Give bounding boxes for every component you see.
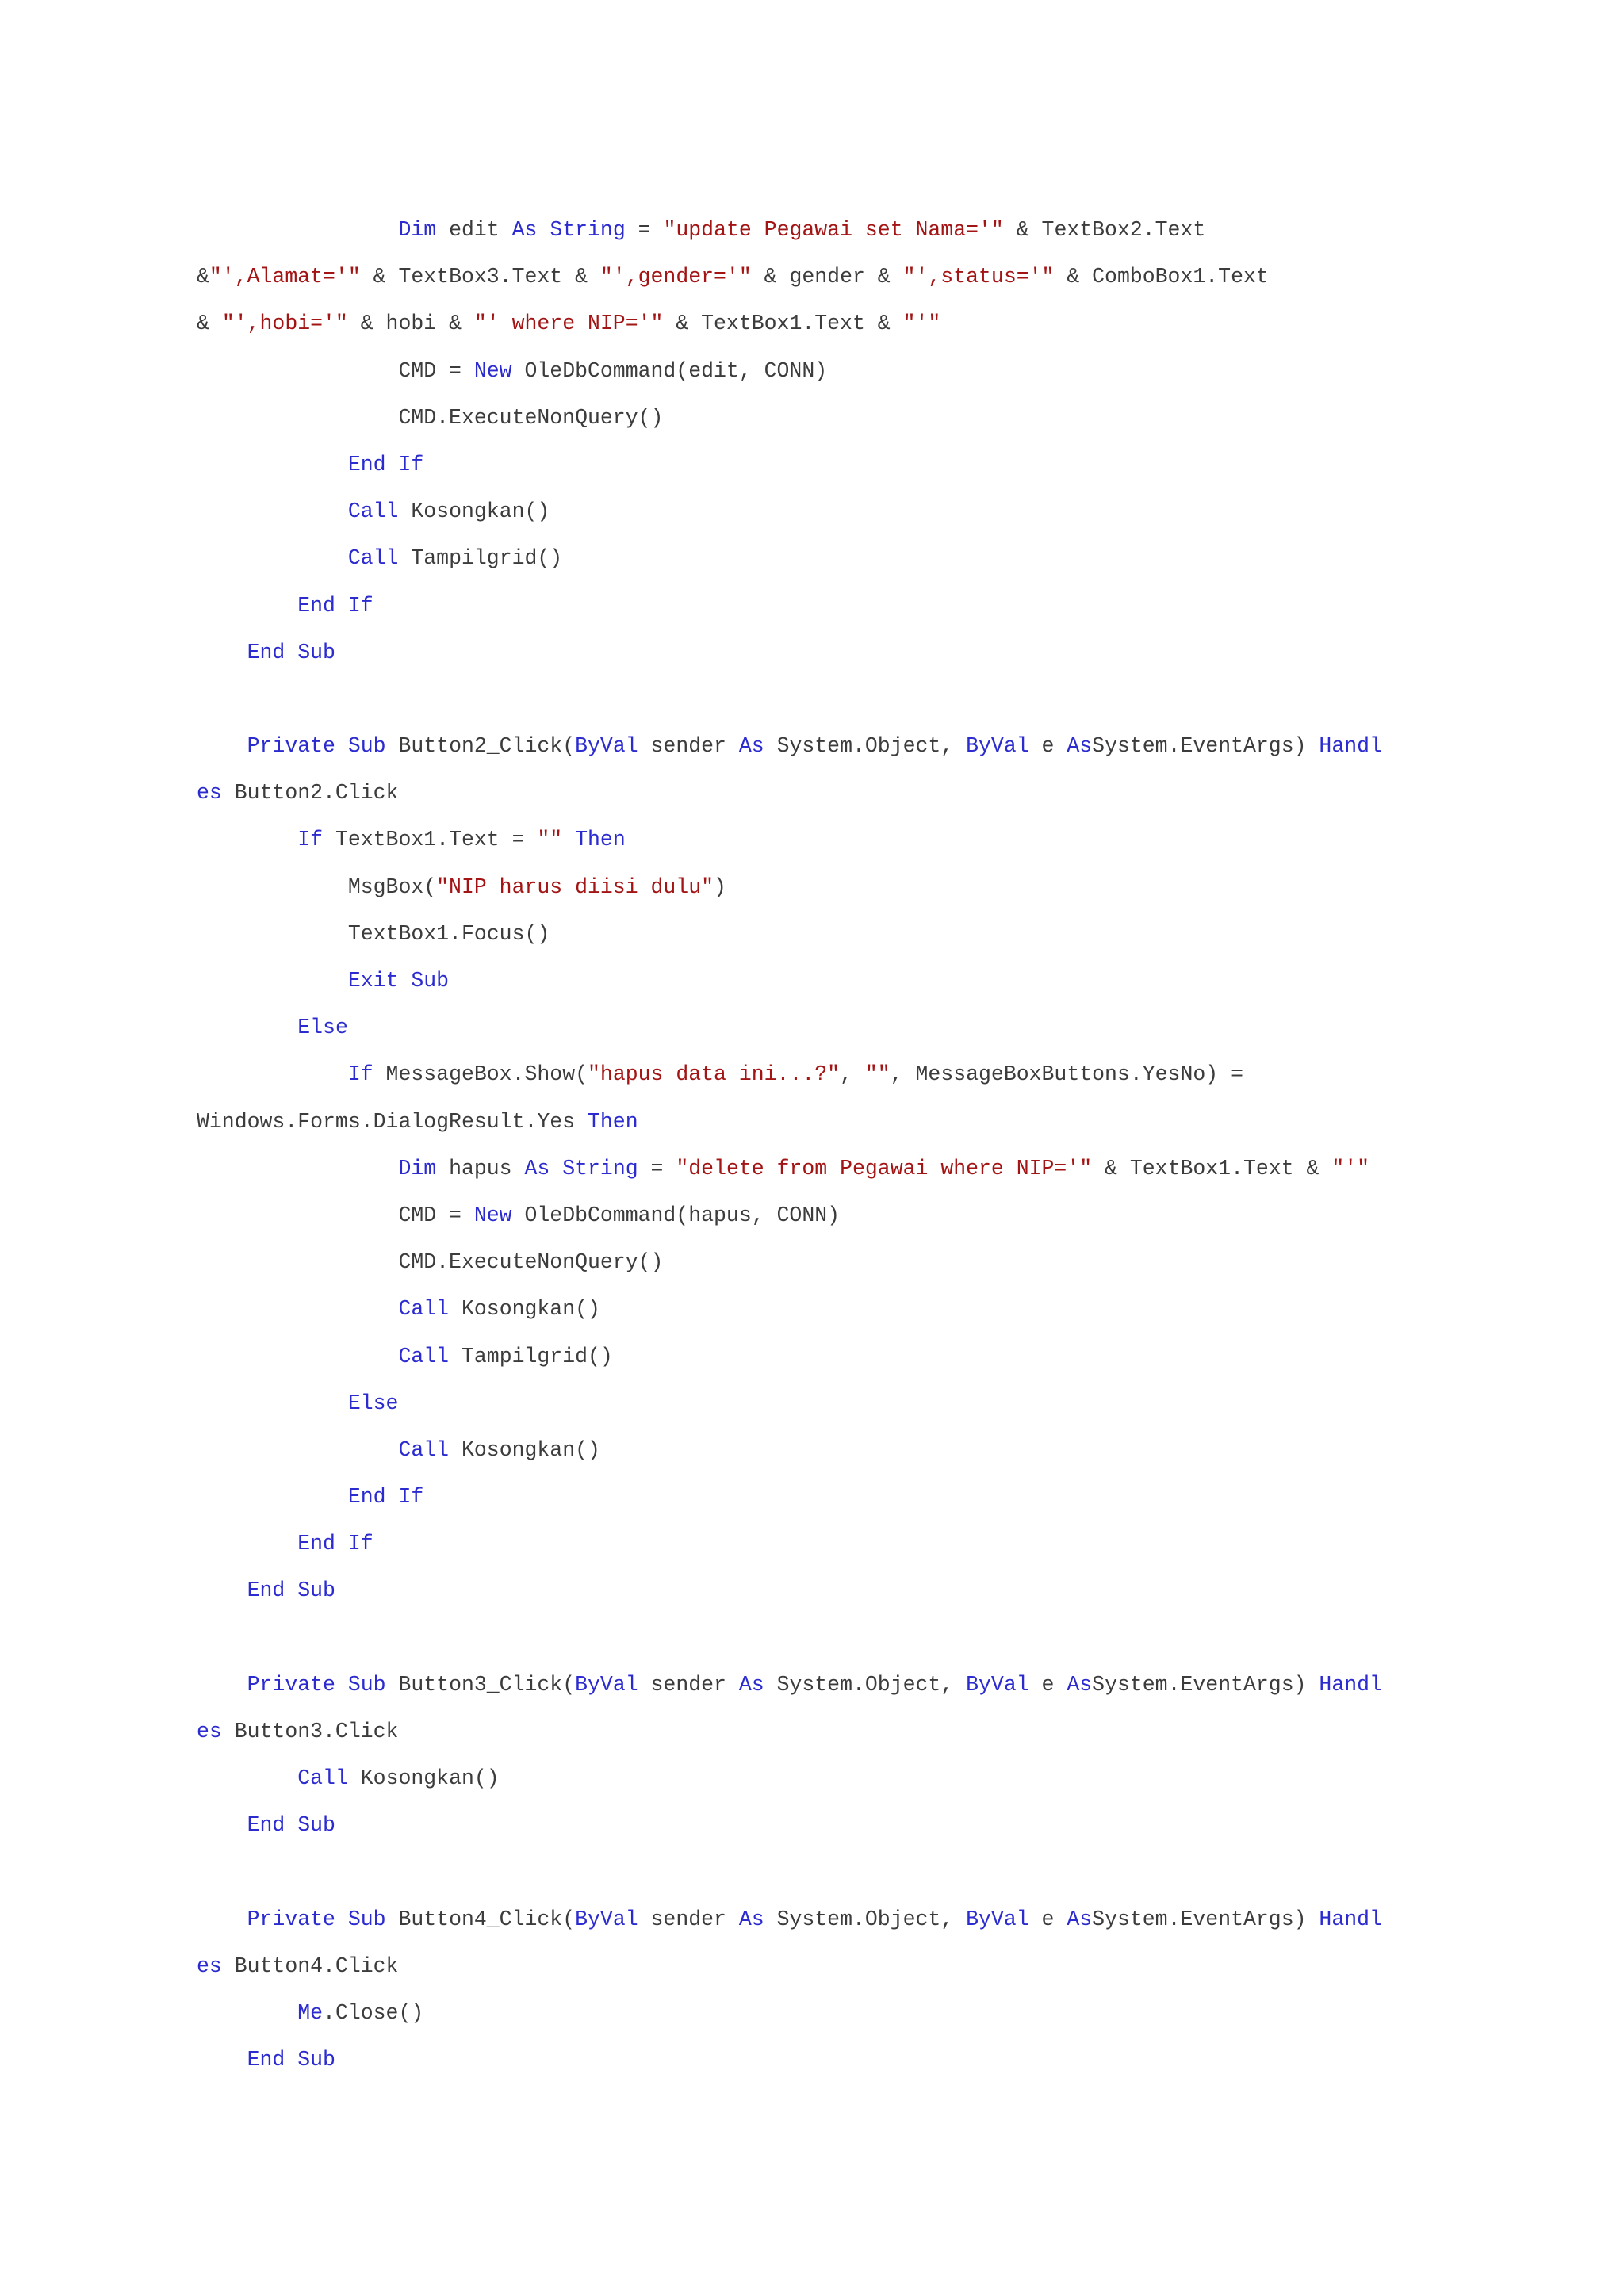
code-token — [197, 1485, 348, 1509]
string-token: "'" — [1331, 1156, 1370, 1181]
code-token: System.EventArgs) — [1092, 734, 1320, 759]
code-token — [197, 1016, 297, 1039]
keyword-token: As — [1067, 1672, 1093, 1697]
code-line — [197, 542, 1434, 589]
code-token: Button3_Click( — [385, 1672, 576, 1697]
code-line — [197, 1904, 1434, 1950]
code-token: System.EventArgs) — [1092, 1907, 1320, 1931]
code-token — [197, 218, 398, 242]
code-token: & TextBox3.Text & — [360, 265, 600, 289]
keyword-token: ByVal — [966, 1672, 1029, 1697]
code-token: e — [1028, 1907, 1067, 1931]
code-line — [197, 1997, 1434, 2044]
keyword-token: As — [738, 734, 764, 759]
blank-line — [197, 1857, 1434, 1904]
keyword-token: Handl — [1319, 734, 1382, 759]
code-line — [197, 824, 1434, 871]
code-token — [197, 734, 247, 758]
keyword-token: Then — [575, 828, 626, 852]
keyword-token: End If — [297, 1532, 373, 1556]
code-listing — [197, 214, 1434, 2091]
code-token: Tampilgrid() — [398, 546, 563, 571]
code-line — [197, 730, 1434, 777]
code-token — [197, 499, 348, 523]
keyword-token: ByVal — [575, 1907, 638, 1931]
code-token: ) — [714, 874, 726, 899]
code-token: System.Object, — [764, 1907, 967, 1931]
code-line — [197, 1387, 1434, 1434]
code-token: TextBox1.Text = — [323, 828, 538, 852]
keyword-token: Call — [297, 1766, 348, 1791]
code-line — [197, 1809, 1434, 1856]
keyword-token: Call — [398, 1437, 450, 1462]
code-token — [197, 1532, 297, 1556]
code-token: sender — [638, 734, 739, 759]
keyword-token: Private Sub — [247, 734, 386, 759]
string-token: "delete from Pegawai where NIP='" — [676, 1156, 1093, 1181]
keyword-token: As — [1067, 1907, 1093, 1931]
code-token: & — [197, 265, 209, 289]
code-token — [197, 594, 297, 618]
code-token: CMD = — [197, 1203, 474, 1227]
keyword-token: Private Sub — [247, 1672, 386, 1697]
code-line — [197, 871, 1434, 918]
code-token: OleDbCommand(edit, CONN) — [511, 358, 828, 383]
code-token: = — [638, 1156, 676, 1181]
keyword-token: As — [738, 1907, 764, 1931]
keyword-token: Call — [398, 1344, 450, 1368]
code-token: CMD.ExecuteNonQuery() — [197, 405, 664, 430]
code-token: , MessageBoxButtons.YesNo) = — [890, 1062, 1243, 1087]
code-token: Button4.Click — [221, 1954, 399, 1978]
code-token: & hobi & — [347, 312, 474, 336]
code-token: OleDbCommand(hapus, CONN) — [511, 1203, 841, 1227]
keyword-token: Dim — [398, 1156, 437, 1181]
keyword-token: Call — [347, 499, 399, 524]
code-token: Button3.Click — [221, 1720, 399, 1743]
code-line — [197, 1058, 1434, 1105]
code-token: MessageBox.Show( — [373, 1062, 588, 1087]
code-line — [197, 1481, 1434, 1528]
keyword-token: If — [347, 1062, 373, 1087]
code-token: Kosongkan() — [347, 1766, 500, 1791]
code-line — [197, 1246, 1434, 1293]
code-token — [197, 1766, 297, 1790]
string-token: "hapus data ini...?" — [588, 1062, 841, 1087]
code-token — [197, 969, 348, 993]
keyword-token: Else — [297, 1016, 348, 1040]
keyword-token: ByVal — [966, 734, 1029, 759]
keyword-token: New — [473, 1203, 512, 1227]
code-token: , — [840, 1062, 865, 1087]
code-token — [197, 1908, 247, 1931]
keyword-token: Call — [347, 546, 399, 571]
string-token: "NIP harus diisi dulu" — [436, 874, 714, 899]
keyword-token: ByVal — [575, 734, 638, 759]
code-line — [197, 637, 1434, 683]
code-line — [197, 1200, 1434, 1246]
code-token: & TextBox1.Text & — [1092, 1156, 1332, 1181]
code-token: = — [625, 218, 664, 242]
code-line — [197, 1293, 1434, 1340]
keyword-token: End Sub — [247, 1578, 335, 1603]
code-line — [197, 449, 1434, 496]
code-token: sender — [638, 1907, 739, 1931]
code-token: .Close() — [323, 2001, 424, 2026]
string-token: "' where NIP='" — [473, 312, 664, 336]
keyword-token: End If — [347, 1485, 424, 1510]
keyword-token: End Sub — [247, 1813, 335, 1838]
code-token — [197, 828, 297, 851]
keyword-token: New — [473, 358, 512, 383]
code-line — [197, 402, 1434, 449]
code-token: & TextBox1.Text & — [663, 312, 903, 336]
keyword-token: Dim — [398, 218, 437, 242]
code-token: System.Object, — [764, 734, 967, 759]
code-token: Tampilgrid() — [449, 1344, 613, 1368]
code-line — [197, 1434, 1434, 1481]
blank-line — [197, 1622, 1434, 1669]
code-line — [197, 918, 1434, 965]
code-line — [197, 965, 1434, 1012]
code-line — [197, 1762, 1434, 1809]
keyword-token: As — [1067, 734, 1093, 759]
code-token: Button4_Click( — [385, 1907, 576, 1931]
keyword-token: Private Sub — [247, 1907, 386, 1931]
code-token: CMD.ExecuteNonQuery() — [197, 1250, 664, 1275]
code-line — [197, 1341, 1434, 1387]
code-token: & gender & — [751, 265, 903, 289]
code-token: Kosongkan() — [449, 1297, 600, 1322]
code-token: e — [1028, 734, 1067, 759]
keyword-token: Exit Sub — [347, 969, 450, 993]
code-line — [197, 1950, 1434, 1997]
code-token — [197, 1391, 348, 1415]
keyword-token: Then — [587, 1109, 638, 1134]
string-token: "" — [537, 828, 563, 852]
keyword-token: End If — [347, 452, 424, 476]
keyword-token: ByVal — [966, 1907, 1029, 1931]
string-token: "',status='" — [902, 265, 1055, 289]
code-token — [197, 1673, 247, 1697]
string-token: "',gender='" — [599, 265, 752, 289]
code-token: System.Object, — [764, 1672, 967, 1697]
code-line — [197, 590, 1434, 637]
code-token — [197, 1438, 398, 1462]
keyword-token: es — [197, 1720, 222, 1743]
code-token — [197, 1297, 398, 1321]
code-line — [197, 1669, 1434, 1716]
code-token — [562, 828, 575, 851]
keyword-token: End Sub — [247, 2048, 335, 2072]
keyword-token: es — [197, 1954, 222, 1978]
keyword-token: String — [550, 218, 626, 242]
string-token: "update Pegawai set Nama='" — [663, 218, 1004, 242]
code-token: e — [1028, 1672, 1067, 1697]
keyword-token: As — [738, 1672, 764, 1697]
blank-line — [197, 683, 1434, 730]
code-token: & TextBox2.Text — [1003, 218, 1206, 242]
keyword-token: es — [197, 781, 222, 806]
code-token — [197, 1578, 247, 1602]
keyword-token: If — [297, 828, 324, 852]
code-token: Button2_Click( — [385, 734, 576, 759]
keyword-token: Me — [297, 2001, 324, 2026]
code-line — [197, 1153, 1434, 1200]
string-token: "',Alamat='" — [209, 265, 361, 289]
code-token — [197, 641, 247, 664]
keyword-token: End Sub — [247, 640, 335, 664]
string-token: "'" — [902, 312, 941, 336]
string-token: "" — [864, 1062, 891, 1087]
code-token: TextBox1.Focus() — [197, 921, 550, 946]
string-token: "',hobi='" — [221, 312, 348, 336]
code-line — [197, 355, 1434, 402]
code-line — [197, 2044, 1434, 2091]
code-token — [197, 546, 348, 570]
code-line — [197, 214, 1434, 261]
code-token: Kosongkan() — [449, 1437, 600, 1462]
keyword-token: Handl — [1319, 1672, 1382, 1697]
code-token: Kosongkan() — [398, 499, 550, 524]
code-token: MsgBox( — [197, 874, 437, 899]
code-token: CMD = — [197, 358, 474, 383]
keyword-token: As — [511, 218, 538, 242]
code-token — [197, 2001, 297, 2025]
code-token: edit — [436, 218, 512, 242]
keyword-token: Handl — [1319, 1907, 1382, 1931]
code-line — [197, 1106, 1434, 1153]
code-token — [197, 2048, 247, 2072]
code-line — [197, 261, 1434, 308]
code-token: Windows.Forms.DialogResult.Yes — [197, 1109, 588, 1134]
code-line — [197, 1528, 1434, 1575]
code-token — [197, 1813, 247, 1837]
keyword-token: End If — [297, 593, 373, 618]
code-token — [537, 218, 550, 242]
code-line — [197, 1012, 1434, 1058]
keyword-token: String — [562, 1156, 638, 1181]
keyword-token: Else — [347, 1391, 399, 1415]
code-token: Button2.Click — [221, 781, 399, 806]
code-token: & ComboBox1.Text — [1054, 265, 1269, 289]
code-token: & — [197, 312, 222, 336]
code-token — [197, 1157, 398, 1181]
code-line — [197, 1716, 1434, 1762]
code-line — [197, 308, 1434, 354]
code-line — [197, 777, 1434, 824]
code-token: sender — [638, 1672, 739, 1697]
code-line — [197, 496, 1434, 542]
code-token — [197, 1345, 398, 1368]
keyword-token: As — [524, 1156, 550, 1181]
code-token — [550, 1157, 562, 1181]
code-token: System.EventArgs) — [1092, 1672, 1320, 1697]
code-line — [197, 1575, 1434, 1621]
code-token: hapus — [436, 1156, 525, 1181]
code-token — [197, 453, 348, 476]
keyword-token: ByVal — [575, 1672, 638, 1697]
code-token — [197, 1062, 348, 1086]
keyword-token: Call — [398, 1297, 450, 1322]
